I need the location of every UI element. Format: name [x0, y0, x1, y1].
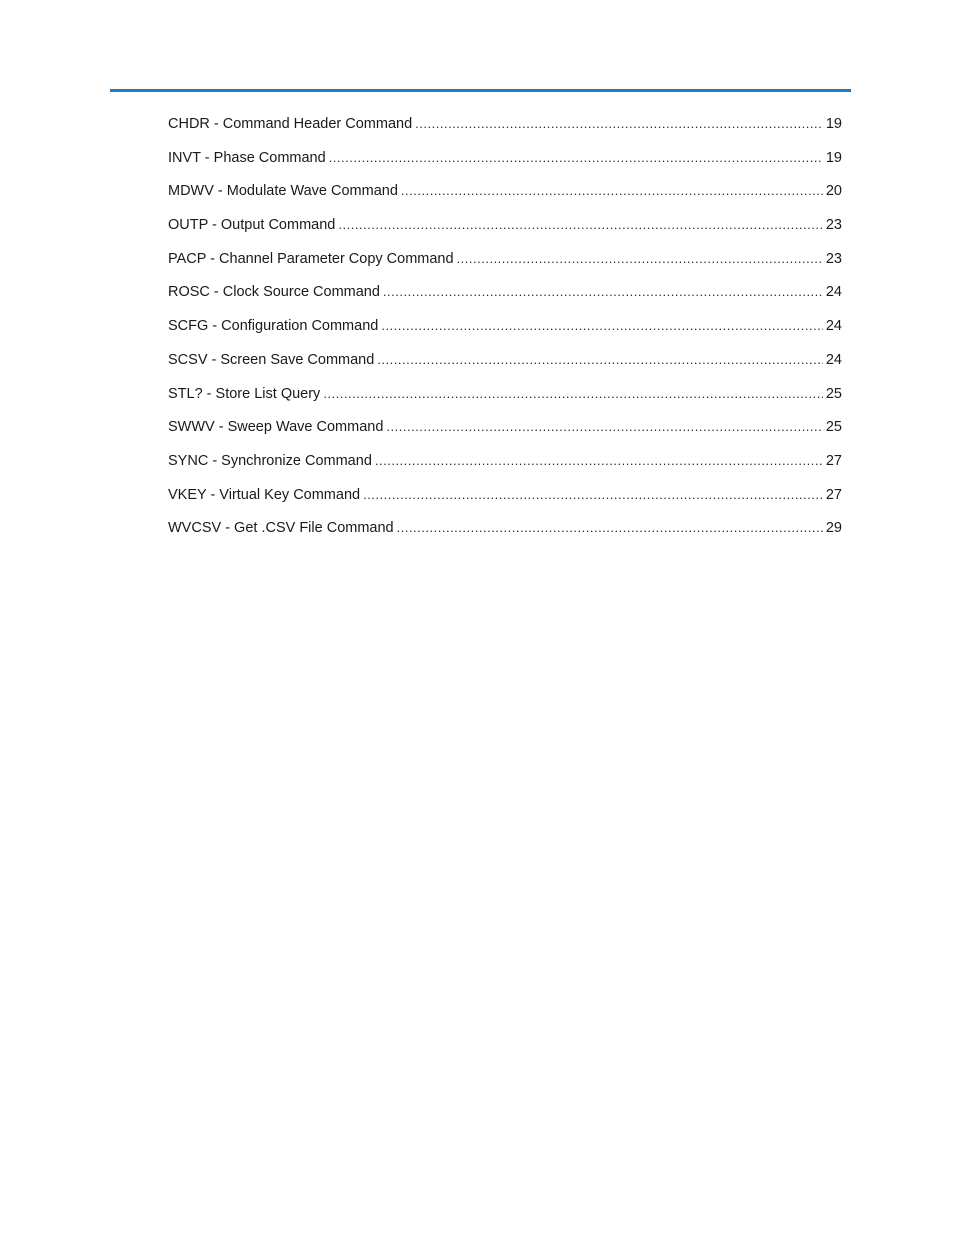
header-rule [110, 89, 851, 92]
toc-entry-mdwv[interactable] [168, 180, 842, 214]
toc-entry-page: 23 [825, 217, 842, 234]
toc-entry-title: SYNC - Synchronize Command [168, 452, 372, 469]
toc-entry-page: 19 [825, 149, 842, 166]
toc-entry-title: WVCSV - Get .CSV File Command [168, 520, 394, 537]
toc-entry-title: VKEY - Virtual Key Command [168, 486, 361, 503]
toc-entry-title: SWWV - Sweep Wave Command [168, 419, 384, 436]
toc-entry-wvcsv[interactable] [168, 517, 842, 551]
toc-entry-page: 23 [825, 250, 842, 267]
toc-entry-page: 24 [825, 284, 842, 301]
toc-entry-stl-query[interactable] [168, 383, 842, 417]
toc-dot-leader [377, 349, 823, 371]
toc-dot-leader [363, 484, 823, 506]
toc-entry-page: 27 [825, 452, 842, 469]
toc-entry-outp[interactable] [168, 214, 842, 248]
toc-entry-page: 25 [825, 385, 842, 402]
toc-entry-swwv[interactable] [168, 416, 842, 450]
toc-entry-title: SCSV - Screen Save Command [168, 351, 375, 368]
toc-entry-title: MDWV - Modulate Wave Command [168, 183, 398, 200]
table-of-contents [168, 113, 842, 551]
toc-entry-page: 24 [825, 351, 842, 368]
toc-entry-scfg[interactable] [168, 315, 842, 349]
toc-entry-pacp[interactable] [168, 248, 842, 282]
toc-entry-scsv[interactable] [168, 349, 842, 383]
toc-entry-title: SCFG - Configuration Command [168, 318, 379, 335]
toc-entry-vkey[interactable] [168, 484, 842, 518]
toc-entry-page: 25 [825, 419, 842, 436]
toc-dot-leader [329, 147, 823, 169]
toc-entry-sync[interactable] [168, 450, 842, 484]
toc-entry-title: INVT - Phase Command [168, 149, 326, 166]
toc-dot-leader [323, 383, 823, 405]
toc-entry-rosc[interactable] [168, 281, 842, 315]
toc-dot-leader [401, 180, 823, 202]
toc-dot-leader [383, 281, 823, 303]
toc-entry-title: CHDR - Command Header Command [168, 116, 413, 132]
toc-entry-page: 19 [825, 116, 842, 132]
toc-entry-page: 20 [825, 183, 842, 200]
toc-dot-leader [375, 450, 823, 472]
toc-dot-leader [386, 416, 822, 438]
toc-entry-title: STL? - Store List Query [168, 385, 321, 402]
toc-dot-leader [338, 214, 823, 236]
toc-entry-chdr[interactable] [168, 113, 842, 147]
toc-entry-page: 24 [825, 318, 842, 335]
toc-dot-leader [381, 315, 823, 337]
toc-entry-title: ROSC - Clock Source Command [168, 284, 380, 301]
toc-entry-invt[interactable] [168, 147, 842, 181]
toc-entry-page: 27 [825, 486, 842, 503]
toc-dot-leader [397, 517, 823, 539]
toc-entry-title: OUTP - Output Command [168, 217, 336, 234]
toc-entry-title: PACP - Channel Parameter Copy Command [168, 250, 454, 267]
toc-entry-page: 29 [825, 520, 842, 537]
toc-dot-leader [415, 113, 823, 135]
toc-dot-leader [457, 248, 823, 270]
